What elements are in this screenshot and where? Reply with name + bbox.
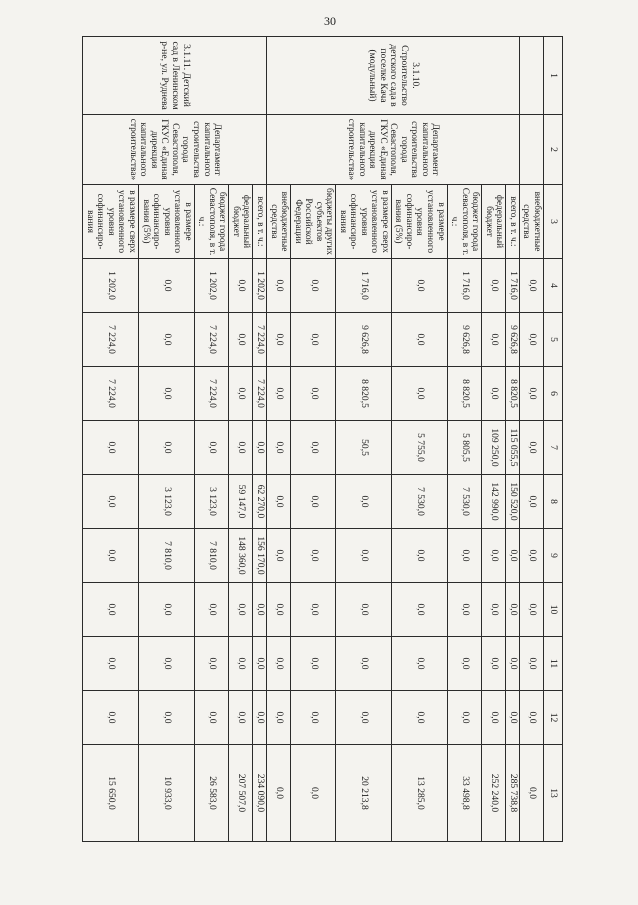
value-cell: 0,0 [391,583,447,637]
value-cell: 234 090,0 [253,745,267,842]
value-cell: 0,0 [519,529,543,583]
value-cell: 0,0 [482,637,506,691]
value-cell: 252 240,0 [482,745,506,842]
value-cell: 9 626,8 [506,313,520,367]
column-number-header: 2 [544,115,563,185]
value-cell: 0,0 [267,745,291,842]
value-cell: 0,0 [519,421,543,475]
value-cell: 0,0 [83,529,139,583]
value-cell: 0,0 [391,259,447,313]
value-cell: 0,0 [229,583,253,637]
value-cell: 1 716,0 [447,259,482,313]
value-cell: 0,0 [291,367,336,421]
executor-cell [519,115,543,185]
value-cell: 0,0 [194,421,229,475]
value-cell: 0,0 [506,529,520,583]
value-cell: 0,0 [506,637,520,691]
value-cell: 7 810,0 [139,529,195,583]
value-cell: 26 583,0 [194,745,229,842]
value-cell: 142 990,0 [482,475,506,529]
column-number-header: 1 [544,37,563,115]
value-cell: 115 055,5 [506,421,520,475]
value-cell: 0,0 [267,475,291,529]
value-cell: 0,0 [519,637,543,691]
value-cell: 9 626,8 [336,313,392,367]
column-number-header: 6 [544,367,563,421]
value-cell: 0,0 [391,367,447,421]
column-number-header: 5 [544,313,563,367]
value-cell: 0,0 [267,259,291,313]
value-cell: 0,0 [447,529,482,583]
value-cell: 1 202,0 [253,259,267,313]
value-cell: 0,0 [253,421,267,475]
value-cell: 0,0 [519,745,543,842]
value-cell: 0,0 [291,745,336,842]
value-cell: 0,0 [139,583,195,637]
value-cell: 62 270,0 [253,475,267,529]
funding-source-cell: в размере сверх установленного уровня софинансиро-вания [336,185,392,259]
value-cell: 7 224,0 [253,313,267,367]
value-cell: 0,0 [291,259,336,313]
value-cell: 0,0 [194,691,229,745]
value-cell: 0,0 [139,313,195,367]
value-cell: 0,0 [291,691,336,745]
value-cell: 0,0 [506,691,520,745]
funding-source-cell: в размере сверх установленного уровня софинансиро-вания [83,185,139,259]
value-cell: 0,0 [267,313,291,367]
value-cell: 0,0 [83,583,139,637]
value-cell: 0,0 [83,421,139,475]
funding-source-cell: в размере установленного уровня софинансиро-вания (5%) [139,185,195,259]
value-cell: 0,0 [194,583,229,637]
value-cell: 10 933,0 [139,745,195,842]
value-cell: 13 285,0 [391,745,447,842]
value-cell: 0,0 [336,475,392,529]
budget-table [82,36,563,842]
value-cell: 0,0 [506,583,520,637]
project-name-cell: 3.1.10. Строительство детского сада в поселке Кача (модульный) [267,37,520,115]
value-cell: 0,0 [139,421,195,475]
value-cell: 0,0 [229,313,253,367]
value-cell: 0,0 [139,259,195,313]
value-cell: 0,0 [519,259,543,313]
value-cell: 0,0 [291,637,336,691]
value-cell: 0,0 [482,529,506,583]
column-number-header: 7 [544,421,563,475]
value-cell: 20 213,8 [336,745,392,842]
value-cell: 0,0 [291,313,336,367]
value-cell: 1 202,0 [83,259,139,313]
value-cell: 285 738,8 [506,745,520,842]
value-cell: 0,0 [482,259,506,313]
value-cell: 3 123,0 [194,475,229,529]
value-cell: 109 250,0 [482,421,506,475]
column-number-header: 10 [544,583,563,637]
project-cell [519,37,543,115]
carryover-row [519,37,543,842]
value-cell: 0,0 [291,583,336,637]
value-cell: 0,0 [447,583,482,637]
value-cell: 0,0 [83,475,139,529]
funding-source-cell: федеральный бюджет [229,185,253,259]
value-cell: 0,0 [391,529,447,583]
value-cell: 33 498,8 [447,745,482,842]
value-cell: 0,0 [267,583,291,637]
budget-table-sheet [84,36,563,841]
value-cell: 8 820,5 [336,367,392,421]
value-cell: 7 530,0 [391,475,447,529]
value-cell: 0,0 [229,367,253,421]
value-cell: 0,0 [267,367,291,421]
value-cell: 0,0 [482,691,506,745]
value-cell: 0,0 [391,313,447,367]
value-cell: 0,0 [229,259,253,313]
value-cell: 0,0 [229,637,253,691]
value-cell: 0,0 [447,691,482,745]
value-cell: 0,0 [139,691,195,745]
value-cell: 3 123,0 [139,475,195,529]
value-cell: 5 805,5 [447,421,482,475]
value-cell: 8 820,5 [447,367,482,421]
value-cell: 9 626,8 [447,313,482,367]
value-cell: 0,0 [482,583,506,637]
value-cell: 7 810,0 [194,529,229,583]
value-cell: 0,0 [139,637,195,691]
value-cell: 7 530,0 [447,475,482,529]
funding-source-cell: всего, в т. ч.: [253,185,267,259]
funding-source-cell: федеральный бюджет [482,185,506,259]
funding-source-cell: внебюджетные средства [519,185,543,259]
value-cell: 148 360,0 [229,529,253,583]
column-number-header: 3 [544,185,563,259]
column-number-header: 4 [544,259,563,313]
value-cell: 0,0 [253,637,267,691]
value-cell: 150 520,0 [506,475,520,529]
funding-row [253,37,267,842]
value-cell: 0,0 [519,367,543,421]
funding-source-cell: бюджеты других субъектов Российской Федерации [291,185,336,259]
column-number-row [544,37,563,842]
value-cell: 7 224,0 [194,367,229,421]
value-cell: 0,0 [267,637,291,691]
table-body [83,37,544,842]
value-cell: 0,0 [291,529,336,583]
column-number-header: 8 [544,475,563,529]
value-cell: 0,0 [291,475,336,529]
value-cell: 5 755,0 [391,421,447,475]
value-cell: 0,0 [336,529,392,583]
column-number-header: 12 [544,691,563,745]
funding-source-cell: бюджет города Севастополя, в т. ч.: [194,185,229,259]
value-cell: 7 224,0 [253,367,267,421]
value-cell: 7 224,0 [83,313,139,367]
funding-row [506,37,520,842]
value-cell: 0,0 [519,691,543,745]
value-cell: 0,0 [229,421,253,475]
value-cell: 0,0 [482,313,506,367]
column-number-header: 11 [544,637,563,691]
value-cell: 8 820,5 [506,367,520,421]
value-cell: 0,0 [253,583,267,637]
funding-source-cell: в размере установленного уровня софинансиро-вания (5%) [391,185,447,259]
value-cell: 0,0 [519,313,543,367]
executor-cell: Департамент капитального строительства города Севастополя, ГКУС «Единая дирекция капитального строительства» [83,115,267,185]
value-cell: 1 716,0 [336,259,392,313]
value-cell: 0,0 [253,691,267,745]
value-cell: 0,0 [336,637,392,691]
value-cell: 1 202,0 [194,259,229,313]
value-cell: 0,0 [291,421,336,475]
value-cell: 59 147,0 [229,475,253,529]
column-number-header: 9 [544,529,563,583]
value-cell: 0,0 [83,691,139,745]
value-cell: 0,0 [267,691,291,745]
value-cell: 1 716,0 [506,259,520,313]
funding-source-cell: всего, в т. ч.: [506,185,520,259]
value-cell: 207 507,0 [229,745,253,842]
value-cell: 0,0 [519,583,543,637]
value-cell: 0,0 [194,637,229,691]
funding-source-cell: бюджет города Севастополя, в т. ч.: [447,185,482,259]
value-cell: 0,0 [229,691,253,745]
value-cell: 50,5 [336,421,392,475]
value-cell: 0,0 [519,475,543,529]
value-cell: 0,0 [267,421,291,475]
value-cell: 0,0 [267,529,291,583]
value-cell: 0,0 [391,691,447,745]
value-cell: 0,0 [83,637,139,691]
value-cell: 0,0 [391,637,447,691]
page-number: 30 [324,14,336,28]
value-cell: 15 650,0 [83,745,139,842]
value-cell: 7 224,0 [83,367,139,421]
project-name-cell: 3.1.11. Детский сад в Ленинском р-не, ул. Руднева [83,37,267,115]
value-cell: 0,0 [482,367,506,421]
executor-cell: Департамент капитального строительства города Севастополя, ГКУС «Единая дирекция капитального строительства» [267,115,520,185]
column-number-header: 13 [544,745,563,842]
value-cell: 0,0 [139,367,195,421]
value-cell: 7 224,0 [194,313,229,367]
value-cell: 0,0 [336,583,392,637]
value-cell: 0,0 [447,637,482,691]
funding-source-cell: внебюджетные средства [267,185,291,259]
value-cell: 156 170,0 [253,529,267,583]
value-cell: 0,0 [336,691,392,745]
